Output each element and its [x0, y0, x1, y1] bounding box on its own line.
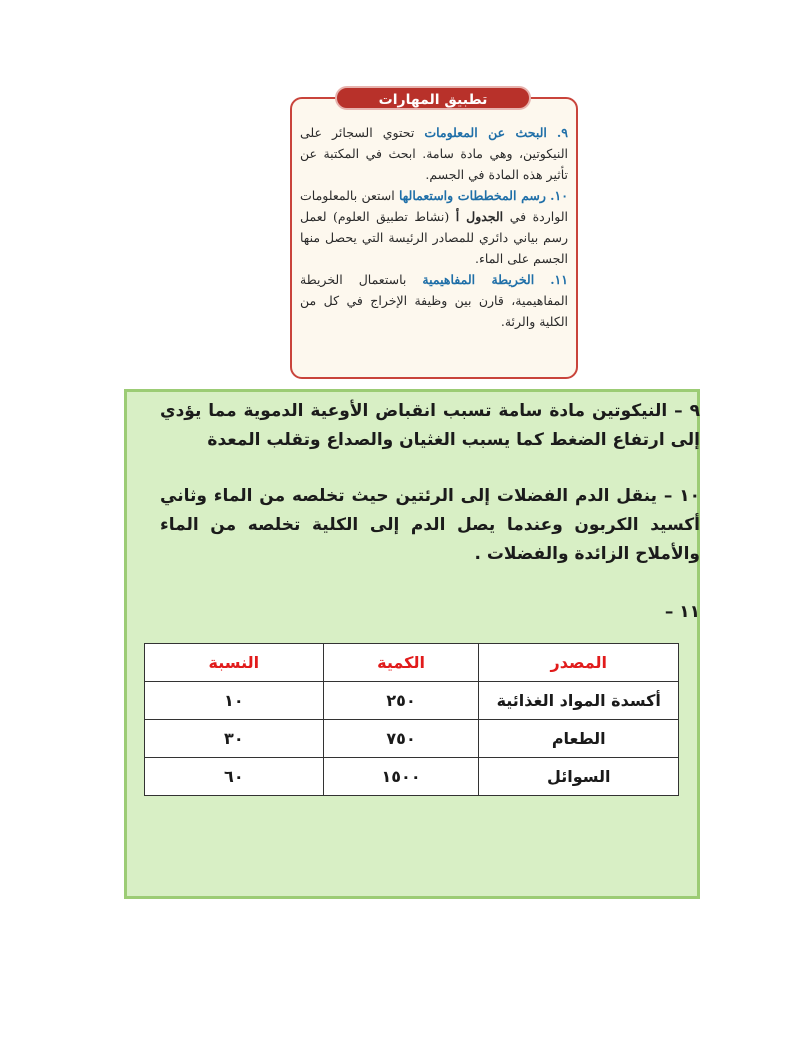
question-9 — [300, 122, 568, 185]
answer-9: ٩ – النيكوتين مادة سامة تسبب انقباض الأوعية الدموية مما يؤدي إلى ارتفاع الضغط كما يسبب الغثيان والصداع وتقلب المعدة — [160, 401, 700, 450]
cell-percentage: ٣٠ — [145, 720, 324, 758]
question-11-keyword: الخريطة المفاهيمية — [422, 272, 535, 287]
skills-title: تطبيق المهارات — [335, 86, 531, 110]
cell-quantity: ٢٥٠ — [323, 682, 479, 720]
answer-11: ١١ – — [664, 602, 700, 622]
cell-percentage: ٦٠ — [145, 758, 324, 796]
water-sources-table — [144, 643, 679, 796]
question-10-keyword: رسم المخططات واستعمالها — [398, 188, 546, 203]
question-10-number: ١٠. — [550, 188, 568, 203]
table-row — [145, 720, 679, 758]
cell-source: أكسدة المواد الغذائية — [479, 682, 679, 720]
cell-percentage: ١٠ — [145, 682, 324, 720]
header-percentage: النسبة — [145, 644, 324, 682]
header-source: المصدر — [479, 644, 679, 682]
question-9-text: تحتوي السجائر على النيكوتين، وهي مادة سامة. ابحث في المكتبة عن تأثير هذه المادة في الجسم. — [300, 125, 568, 182]
question-10-text-2: (نشاط تطبيق العلوم) لعمل رسم بياني دائري للمصادر الرئيسة التي يحصل منها الجسم على الماء. — [300, 209, 568, 266]
answer-10: ١٠ – ينقل الدم الفضلات إلى الرئتين حيث تخلصه من الماء وثاني أكسيد الكربون وعندما يصل الدم إلى الكلية تخلصه من الماء والأملاح الزائدة والفضلات . — [160, 486, 700, 564]
question-9-number: ٩. — [556, 125, 568, 140]
question-11-text: باستعمال الخريطة المفاهيمية، قارن بين وظيفة الإخراج في كل من الكلية والرئة. — [300, 272, 568, 329]
skills-content — [300, 122, 568, 332]
question-11-number: ١١. — [550, 272, 568, 287]
question-10-table-ref: الجدول أ — [455, 209, 504, 224]
header-quantity: الكمية — [323, 644, 479, 682]
question-9-keyword: البحث عن المعلومات — [424, 125, 547, 140]
question-10-text-1: استعن بالمعلومات الواردة في — [300, 188, 568, 224]
table-row — [145, 758, 679, 796]
cell-source: الطعام — [479, 720, 679, 758]
cell-quantity: ١٥٠٠ — [323, 758, 479, 796]
cell-source: السوائل — [479, 758, 679, 796]
table-header-row — [145, 644, 679, 682]
question-11 — [300, 269, 568, 332]
cell-quantity: ٧٥٠ — [323, 720, 479, 758]
question-10 — [300, 185, 568, 269]
table-row — [145, 682, 679, 720]
